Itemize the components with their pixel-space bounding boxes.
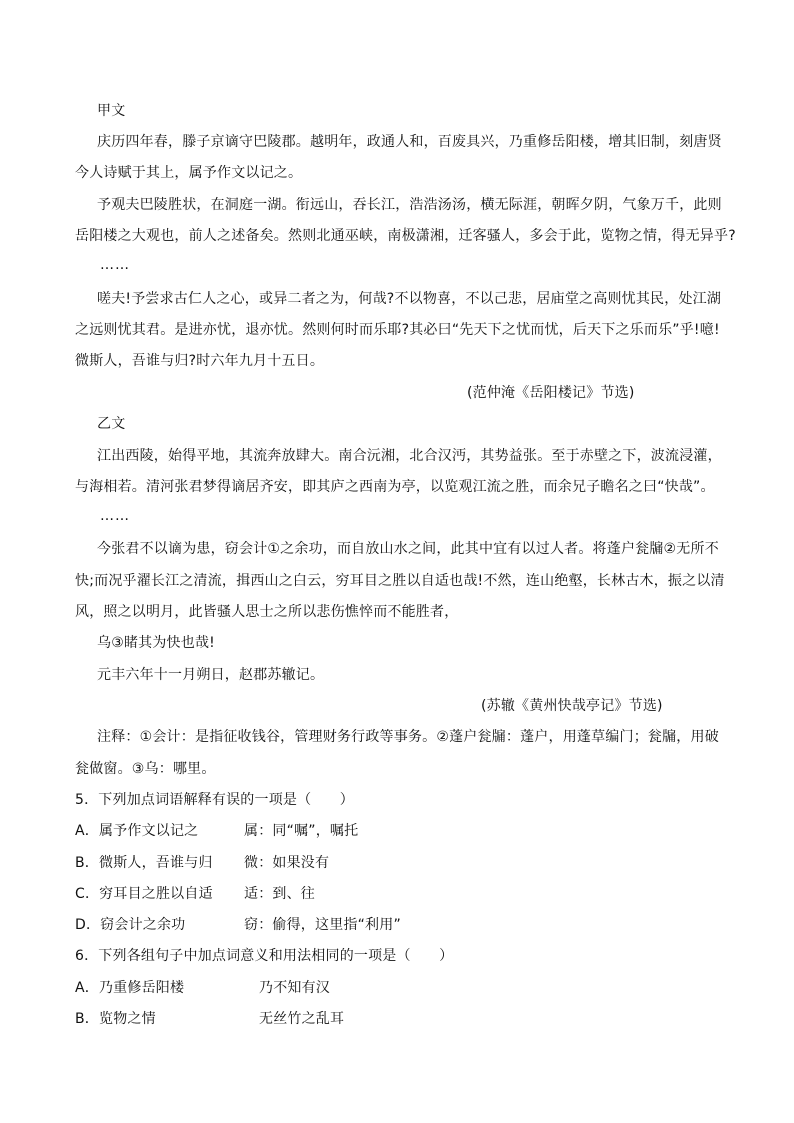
option-explanation: 乃不知有汉: [259, 980, 330, 996]
passage-b-p1-line1: 江出西陵，始得平地，其流奔放肆大。南合沅湘，北合汉沔，其势益张。至于赤壁之下，波流浸灌，: [97, 448, 722, 464]
option-label: A．属予作文以记之: [75, 823, 199, 839]
passage-a-p3-line3: 微斯人，吾谁与归?时六年九月十五日。: [75, 353, 325, 369]
option-label: B．览物之情: [75, 1011, 156, 1027]
question-5-option-c: [75, 884, 315, 904]
option-explanation: 适：到、往: [244, 886, 315, 902]
notes-line1: 注释：①会计：是指征收钱谷，管理财务行政等事务。②蓬户瓮牖：蓬户，用蓬草编门；瓮牖，用破: [97, 729, 719, 745]
option-label: C．穷耳目之胜以自适: [75, 886, 213, 902]
passage-b-source: (苏辙《黄州快哉亭记》节选): [481, 698, 663, 714]
passage-a-p2-line1: 予观夫巴陵胜状，在洞庭一湖。衔远山，吞长江，浩浩汤汤，横无际涯，朝晖夕阴，气象万千，此则: [97, 197, 722, 213]
passage-a-p2-line2: 岳阳楼之大观也，前人之述备矣。然则北通巫峡，南极潇湘，迁客骚人，多会于此，览物之情，得无异乎?: [75, 228, 736, 244]
option-label: D．窃会计之余功: [75, 917, 186, 933]
passage-b-p2-line2: 快;而况乎濯长江之清流，揖西山之白云，穷耳目之胜以自适也哉!不然，连山绝壑，长林古木，振之以清: [75, 573, 725, 589]
passage-a-source: (范仲淹《岳阳楼记》节选): [467, 385, 635, 401]
passage-a-p3-line2: 之远则忧其君。是进亦忧，退亦忧。然则何时而乐耶?其必曰“先天下之忧而忧，后天下之乐而乐”乎!噫!: [75, 322, 720, 338]
passage-a-p1-line2: 今人诗赋于其上，属予作文以记之。: [75, 165, 303, 181]
passage-b-p2-line1: 今张君不以谪为患，窃会计①之余功，而自放山水之间，此其中宜有以过人者。将蓬户瓮牖②无所不: [97, 541, 719, 557]
option-explanation: 微：如果没有: [244, 855, 330, 871]
passage-b-p3: 乌③睹其为快也哉!: [97, 635, 215, 651]
option-explanation: 属：同“嘱”，嘱托: [244, 823, 359, 839]
passage-a-p1-line1: 庆历四年春，滕子京谪守巴陵郡。越明年，政通人和，百废具兴，乃重修岳阳楼，增其旧制，刻唐贤: [97, 134, 722, 150]
passage-a-title: 甲文: [97, 103, 126, 119]
passage-b-ellipsis: ……: [100, 508, 130, 524]
question-5-option-d: [75, 915, 401, 935]
passage-b-p4: 元丰六年十一月朔日，赵郡苏辙记。: [97, 667, 325, 683]
option-explanation: 窃：偷得，这里指“利用”: [244, 917, 401, 933]
passage-b-p1-line2: 与海相若。清河张君梦得谪居齐安，即其庐之西南为亭，以览观江流之胜，而余兄子瞻名之曰“快哉”。: [75, 479, 715, 495]
question-5-stem: 5．下列加点词语解释有误的一项是（ ）: [75, 792, 354, 808]
option-label: A．乃重修岳阳楼: [75, 980, 185, 996]
option-explanation: 无丝竹之乱耳: [259, 1011, 345, 1027]
question-6-option-a: [75, 978, 330, 998]
question-6-stem: 6．下列各组句子中加点词意义和用法相同的一项是（ ）: [75, 948, 454, 964]
passage-b-title: 乙文: [97, 416, 126, 432]
passage-b-p2-line3: 风，照之以明月，此皆骚人思士之所以悲伤憔悴而不能胜者，: [75, 604, 459, 620]
question-5-option-b: [75, 853, 329, 873]
question-5-option-a: [75, 821, 358, 841]
option-label: B．微斯人，吾谁与归: [75, 855, 213, 871]
notes-line2: 瓮做窗。③乌：哪里。: [75, 761, 216, 777]
passage-a-p3-line1: 嗟夫!予尝求古仁人之心，或异二者之为，何哉?不以物喜，不以己悲，居庙堂之高则忧其民，处江湖: [97, 291, 722, 307]
question-6-option-b: [75, 1009, 344, 1029]
passage-a-ellipsis: ……: [100, 257, 130, 273]
